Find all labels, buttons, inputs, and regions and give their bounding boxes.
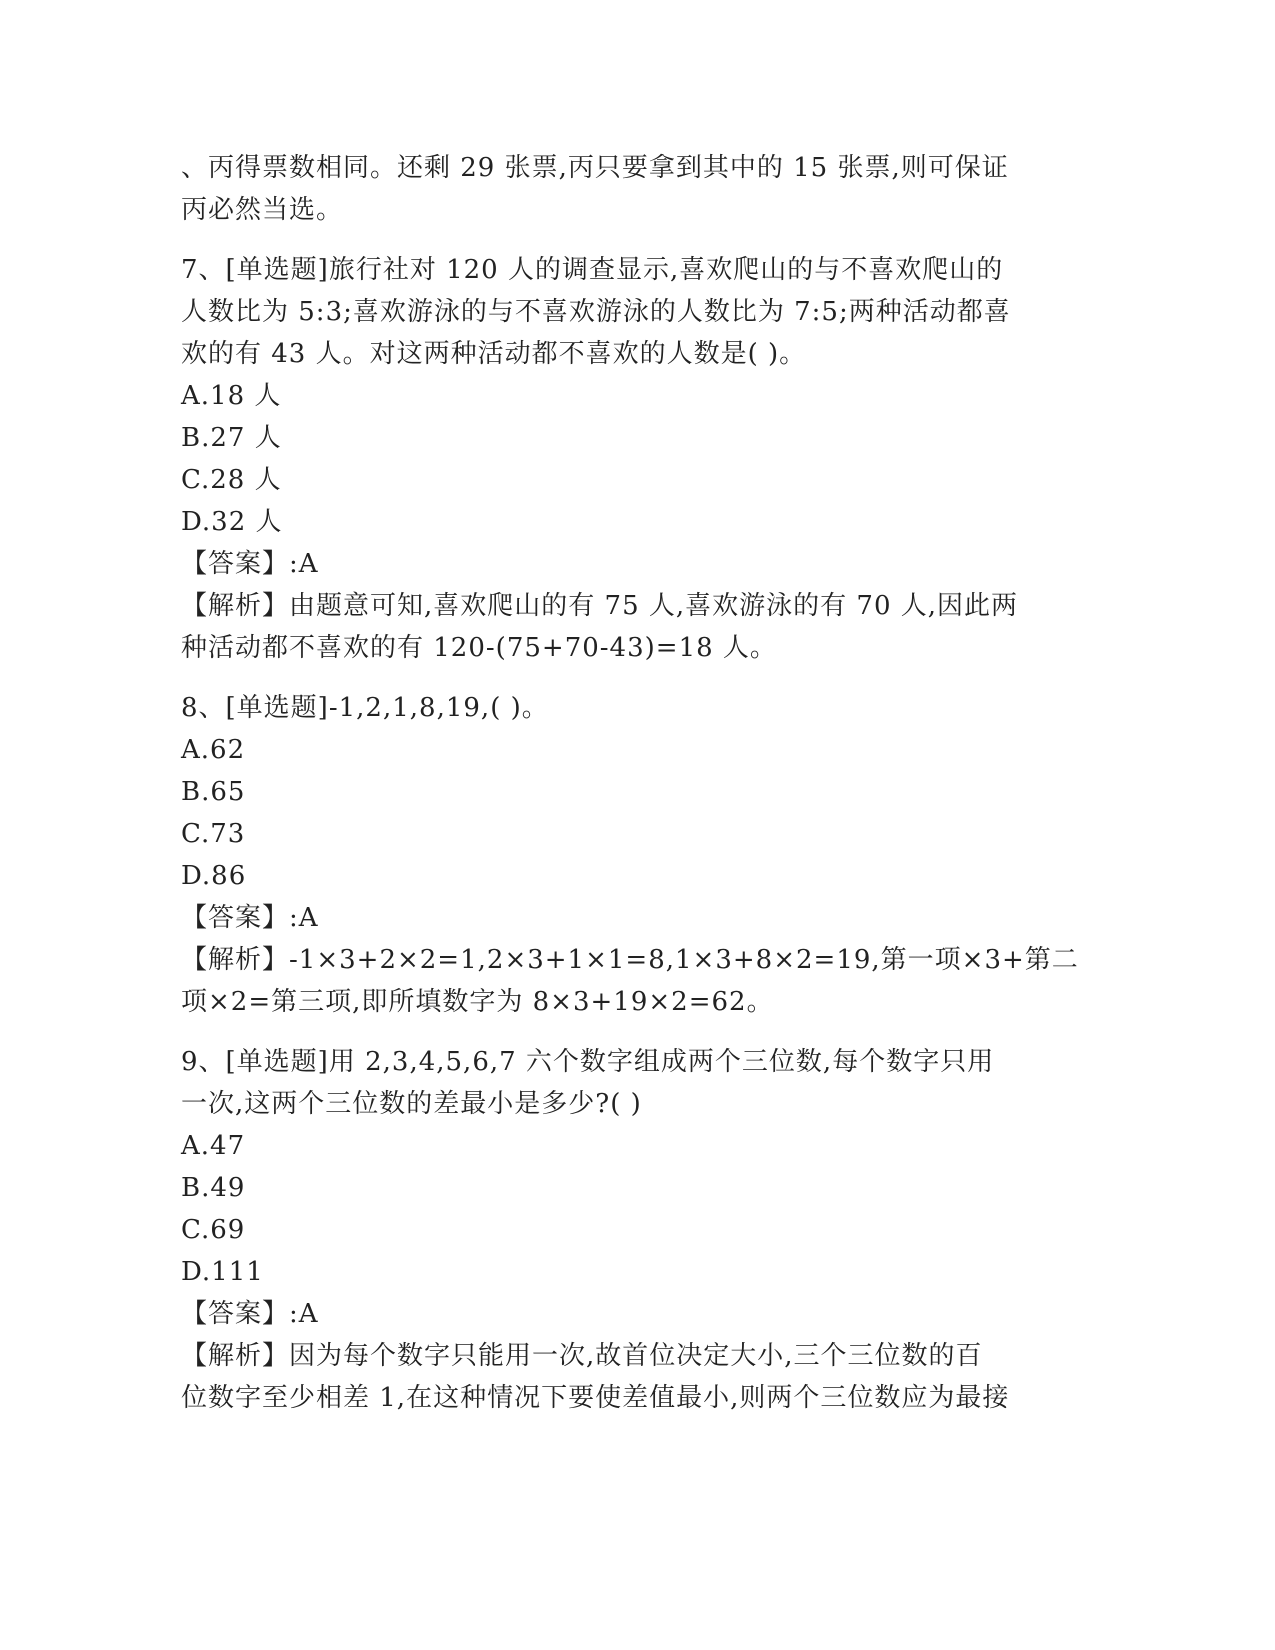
analysis-line: 项×2=第三项,即所填数字为 8×3+19×2=62。 — [181, 987, 774, 1017]
question-stem-line: 7、[单选题]旅行社对 120 人的调查显示,喜欢爬山的与不喜欢爬山的 — [181, 255, 1004, 285]
text-line: 丙必然当选。 — [181, 195, 344, 225]
answer-line: 【答案】:A — [181, 1299, 319, 1329]
text-line: 、丙得票数相同。还剩 29 张票,丙只要拿到其中的 15 张票,则可保证 — [181, 153, 1009, 183]
question-stem-line: 欢的有 43 人。对这两种活动都不喜欢的人数是( )。 — [181, 339, 807, 369]
option-c: C.73 — [181, 819, 246, 849]
question-stem-line: 8、[单选题]-1,2,1,8,19,( )。 — [181, 693, 549, 723]
analysis-line: 【解析】-1×3+2×2=1,2×3+1×1=8,1×3+8×2=19,第一项×3+第二 — [181, 945, 1079, 975]
option-a: A.18 人 — [181, 381, 282, 411]
question-8 — [181, 687, 1079, 1023]
option-d: D.32 人 — [181, 507, 283, 537]
option-b: B.65 — [181, 777, 246, 807]
question-stem-line: 9、[单选题]用 2,3,4,5,6,7 六个数字组成两个三位数,每个数字只用 — [181, 1047, 995, 1077]
option-a: A.47 — [181, 1131, 246, 1161]
option-d: D.111 — [181, 1257, 264, 1287]
analysis-line: 种活动都不喜欢的有 120-(75+70-43)=18 人。 — [181, 633, 777, 663]
answer-line: 【答案】:A — [181, 549, 319, 579]
document-page — [181, 0, 1079, 1419]
option-b: B.49 — [181, 1173, 246, 1203]
analysis-line: 位数字至少相差 1,在这种情况下要使差值最小,则两个三位数应为最接 — [181, 1383, 1010, 1413]
option-d: D.86 — [181, 861, 247, 891]
question-7 — [181, 249, 1061, 669]
option-b: B.27 人 — [181, 423, 282, 453]
question-stem-line: 人数比为 5:3;喜欢游泳的与不喜欢游泳的人数比为 7:5;两种活动都喜 — [181, 297, 1011, 327]
analysis-line: 【解析】由题意可知,喜欢爬山的有 75 人,喜欢游泳的有 70 人,因此两 — [181, 591, 1019, 621]
question-9 — [181, 1041, 1061, 1419]
question-stem-line: 一次,这两个三位数的差最小是多少?( ) — [181, 1089, 642, 1119]
option-a: A.62 — [181, 735, 246, 765]
previous-analysis-continuation — [181, 147, 1061, 231]
option-c: C.69 — [181, 1215, 246, 1245]
option-c: C.28 人 — [181, 465, 282, 495]
answer-line: 【答案】:A — [181, 903, 319, 933]
analysis-line: 【解析】因为每个数字只能用一次,故首位决定大小,三个三位数的百 — [181, 1341, 983, 1371]
